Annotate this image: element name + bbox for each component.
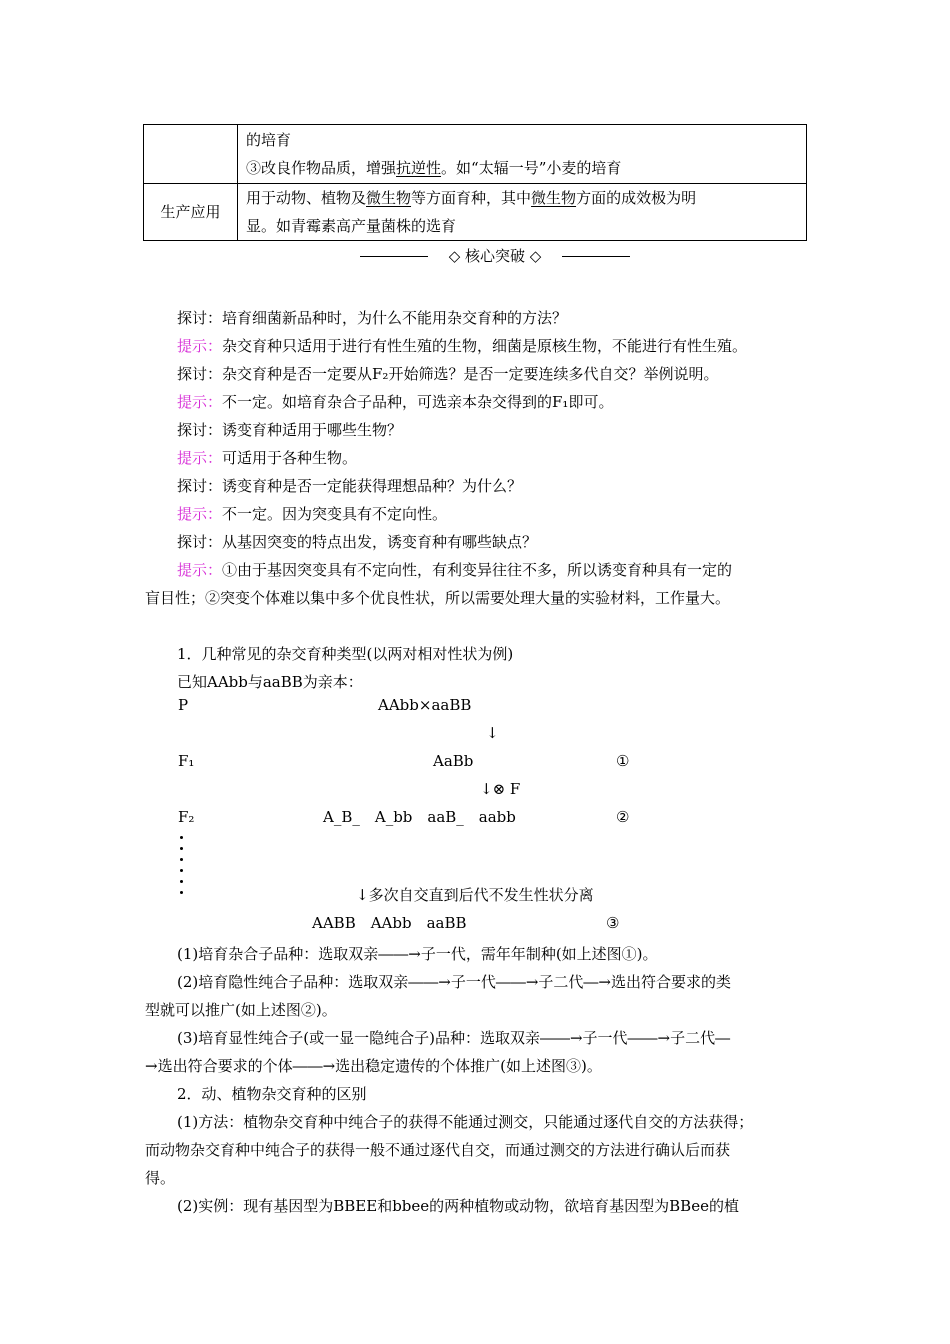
cell-text: 。如“太辐一号”小麦的培育 [441, 159, 622, 177]
qa-text: 可适用于各种生物。 [222, 449, 358, 467]
paragraph: 得。 [145, 1169, 176, 1187]
qa-continuation: 盲目性；②突变个体难以集中多个优良性状，所以需要处理大量的实验材料，工作量大。 [145, 589, 731, 607]
qa-label: 探讨： [177, 421, 223, 439]
qa-label: 探讨： [177, 309, 223, 327]
repeated-selfing-arrow: ↓多次自交直到后代不发生性状分离 [356, 886, 594, 904]
qa-text: 杂交育种只适用于进行有性生殖的生物，细菌是原核生物，不能进行有性生殖。 [222, 337, 748, 355]
qa-item [145, 444, 805, 472]
p-label: P [178, 696, 189, 714]
qa-label: 探讨： [177, 477, 223, 495]
qa-text: 不一定。因为突变具有不定向性。 [222, 505, 448, 523]
ellipsis-dot [180, 858, 183, 861]
table-row [144, 184, 807, 241]
table-row [144, 125, 807, 184]
section-title-text: ◇ 核心突破 ◇ [448, 247, 542, 265]
heading-1: 1．几种常见的杂交育种类型(以两对相对性状为例) [177, 645, 514, 663]
paragraph: 型就可以推广(如上述图②)。 [145, 1001, 337, 1019]
hint-label: 提示： [177, 393, 223, 411]
paragraph: (1)方法：植物杂交育种中纯合子的获得不能通过测交，只能通过逐代自交的方法获得； [177, 1113, 754, 1131]
selfing-arrow: ↓⊗ F [480, 780, 521, 798]
cell-text: 等方面育种，其中 [411, 189, 532, 207]
qa-item [145, 360, 805, 388]
paragraph: (2)实例：现有基因型为BBEE和bbee的两种植物或动物，欲培育基因型为BBee的植 [177, 1197, 739, 1215]
hint-label: 提示： [177, 337, 223, 355]
ellipsis-dot [180, 891, 183, 894]
qa-item [145, 528, 805, 556]
heading-2: 2．动、植物杂交育种的区别 [177, 1085, 367, 1103]
cell-text: ③改良作物品质，增强 [246, 159, 397, 177]
circle-number-1: ① [616, 752, 630, 770]
paragraph: →选出符合要求的个体――→选出稳定遗传的个体推广(如上述图③)。 [145, 1057, 602, 1075]
ellipsis-dot [180, 869, 183, 872]
f-final-genotypes: AABB AAbb aaBB [312, 914, 467, 932]
f2-genotypes: A_B_ A_bb aaB_ aabb [323, 808, 516, 826]
title-rule-right [562, 256, 630, 257]
qa-text: 不一定。如培育杂合子品种，可选亲本杂交得到的F₁即可。 [222, 393, 614, 411]
f1-genotype: AaBb [433, 752, 474, 770]
f1-label: F₁ [178, 752, 195, 770]
qa-text: ①由于基因突变具有不定向性，有利变异往往不多，所以诱变育种具有一定的 [222, 561, 733, 579]
section-title [360, 246, 630, 266]
qa-item [145, 332, 805, 360]
qa-label: 探讨： [177, 365, 223, 383]
qa-item [145, 556, 805, 584]
paragraph: (2)培育隐性纯合子品种：选取双亲――→子一代――→子二代―→选出符合要求的类 [177, 973, 731, 991]
table-key-cell: 生产应用 [144, 184, 238, 241]
qa-item [145, 472, 805, 500]
hint-label: 提示： [177, 561, 223, 579]
qa-text: 杂交育种是否一定要从F₂开始筛选？是否一定要连续多代自交？举例说明。 [222, 365, 719, 383]
parent-cross: AAbb×aaBB [378, 696, 472, 714]
cell-line: 显。如青霉素高产量菌株的选育 [246, 217, 457, 235]
ellipsis-dot [180, 836, 183, 839]
qa-item [145, 304, 805, 332]
cell-line [246, 184, 798, 212]
ellipsis-dot [180, 847, 183, 850]
qa-text: 培育细菌新品种时，为什么不能用杂交育种的方法？ [222, 309, 568, 327]
hint-label: 提示： [177, 449, 223, 467]
table-value-cell [238, 184, 807, 241]
qa-label: 探讨： [177, 533, 223, 551]
ellipsis-dot [180, 880, 183, 883]
underlined-term: 抗逆性 [396, 159, 442, 177]
given-line: 已知AAbb与aaBB为亲本： [177, 673, 363, 691]
table-key-cell [144, 125, 238, 184]
paragraph: (1)培育杂合子品种：选取双亲――→子一代，需年年制种(如上述图①)。 [177, 945, 658, 963]
table-value-cell [238, 125, 807, 184]
circle-number-3: ③ [606, 914, 620, 932]
breeding-table [143, 124, 807, 241]
arrow-down: ↓ [486, 724, 499, 742]
cell-text: 用于动物、植物及 [246, 189, 367, 207]
qa-item [145, 388, 805, 416]
cell-line: 的培育 [246, 131, 292, 149]
hint-label: 提示： [177, 505, 223, 523]
circle-number-2: ② [616, 808, 630, 826]
qa-item [145, 416, 805, 444]
qa-item [145, 500, 805, 528]
qa-text: 诱变育种适用于哪些生物？ [222, 421, 403, 439]
cell-line [246, 154, 798, 182]
qa-text: 从基因突变的特点出发，诱变育种有哪些缺点？ [222, 533, 538, 551]
underlined-term: 微生物 [531, 189, 577, 207]
title-rule-left [360, 256, 428, 257]
cell-text: 方面的成效极为明 [576, 189, 697, 207]
qa-text: 诱变育种是否一定能获得理想品种？为什么？ [222, 477, 523, 495]
f2-label: F₂ [178, 808, 195, 826]
paragraph: (3)培育显性纯合子(或一显一隐纯合子)品种：选取双亲――→子一代――→子二代― [177, 1029, 731, 1047]
underlined-term: 微生物 [366, 189, 412, 207]
paragraph: 而动物杂交育种中纯合子的获得一般不通过逐代自交，而通过测交的方法进行确认后而获 [145, 1141, 731, 1159]
